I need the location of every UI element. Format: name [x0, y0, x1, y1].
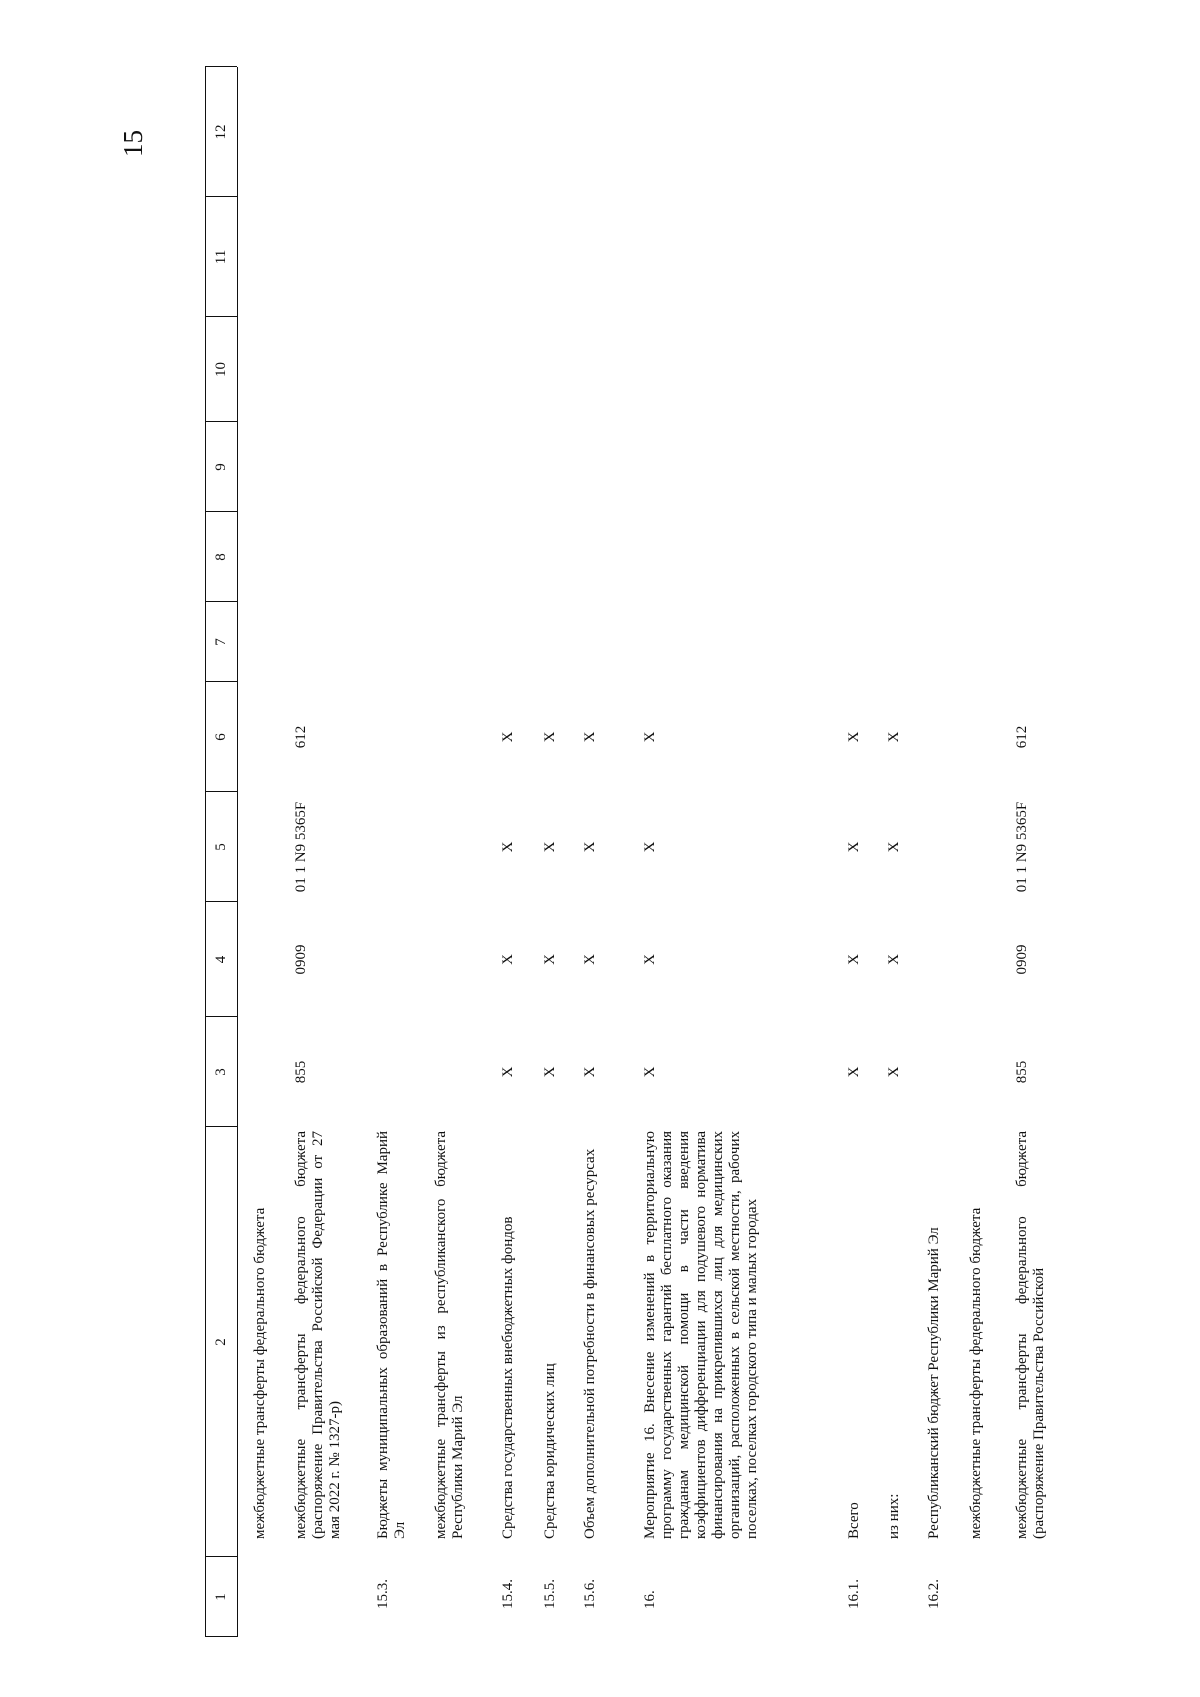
row-description: Всего — [846, 1502, 862, 1539]
cell-col4: X — [582, 954, 598, 965]
column-header: 2 — [213, 1338, 229, 1346]
cell-col6: X — [886, 731, 902, 743]
row-description: Мероприятие 16. Внесение изменений в территориальную программу государственных гарантий бесплатного оказания гражданам медицинской помощи в части введения коэффициентов дифференциации для подушевого норматива финансирования на прикрепившихся лиц для медицинских организаций, расположенных в сельской местности, рабочих поселках, поселках городского типа и малых городах — [642, 1131, 760, 1539]
row-number: 16.2. — [926, 1579, 942, 1609]
column-header: 6 — [213, 733, 229, 741]
cell-col3: X — [542, 1066, 558, 1078]
row-number: 16. — [642, 1590, 658, 1609]
cell-col5: 01 1 N9 5365F — [1014, 801, 1030, 893]
column-header: 4 — [213, 955, 229, 964]
cell-col6: X — [582, 731, 598, 743]
column-header: 7 — [213, 638, 229, 646]
row-description: межбюджетные трансферты федерального бюджета — [968, 1207, 984, 1539]
cell-col6: 612 — [293, 725, 309, 749]
cell-col6: X — [500, 731, 516, 743]
cell-col3: X — [846, 1066, 862, 1078]
cell-col5: X — [500, 841, 516, 853]
row-number: 15.6. — [582, 1579, 598, 1609]
column-divider — [205, 1016, 237, 1017]
header-bottom-border — [237, 67, 238, 1637]
row-description: Объем дополнительной потребности в финансовых ресурсах — [582, 1148, 598, 1539]
cell-col5: X — [642, 841, 658, 853]
row-description: Республиканский бюджет Республики Марий Эл — [926, 1227, 942, 1539]
column-header: 9 — [213, 463, 229, 471]
cell-col4: 0909 — [293, 944, 309, 975]
cell-col3: X — [500, 1066, 516, 1078]
column-header-row — [205, 0, 237, 1697]
column-header: 10 — [213, 362, 229, 377]
cell-col5: X — [582, 841, 598, 853]
row-description: межбюджетные трансферты из республиканского бюджета Республики Марий Эл — [433, 1131, 466, 1539]
cell-col6: X — [642, 731, 658, 743]
row-description: Средства юридических лиц — [542, 1363, 558, 1539]
column-divider — [205, 681, 237, 682]
column-header: 12 — [213, 124, 229, 140]
cell-col3: 855 — [1014, 1060, 1030, 1084]
cell-col5: X — [886, 841, 902, 853]
cell-col4: X — [846, 954, 862, 965]
cell-col4: X — [886, 954, 902, 965]
column-divider — [205, 1556, 237, 1557]
column-divider — [205, 901, 237, 902]
column-header: 1 — [213, 1593, 229, 1601]
cell-col4: X — [500, 954, 516, 965]
column-divider — [205, 1126, 237, 1127]
row-number: 15.3. — [375, 1579, 391, 1609]
column-divider — [205, 421, 237, 422]
cell-col4: X — [542, 954, 558, 965]
column-header: 11 — [213, 249, 229, 265]
cell-col4: 0909 — [1014, 944, 1030, 975]
column-header: 8 — [213, 553, 229, 561]
cell-col6: X — [846, 731, 862, 743]
cell-col5: X — [542, 841, 558, 853]
column-divider — [205, 601, 237, 602]
column-divider — [205, 1636, 237, 1637]
cell-col5: 01 1 N9 5365F — [293, 801, 309, 893]
row-number: 15.4. — [500, 1579, 516, 1609]
row-description: Средства государственных внебюджетных фондов — [500, 1216, 516, 1539]
page-number: 15 — [118, 130, 148, 157]
row-description: из них: — [886, 1493, 902, 1539]
column-divider — [205, 66, 237, 67]
row-number: 16.1. — [846, 1579, 862, 1609]
row-description: межбюджетные трансферты федерального бюджета (распоряжение Правительства Российской — [1014, 1131, 1047, 1539]
cell-col3: 855 — [293, 1060, 309, 1084]
column-divider — [205, 196, 237, 197]
cell-col3: X — [582, 1066, 598, 1078]
column-divider — [205, 316, 237, 317]
column-header: 3 — [213, 1068, 229, 1076]
cell-col6: X — [542, 731, 558, 743]
cell-col3: X — [642, 1066, 658, 1078]
cell-col4: X — [642, 954, 658, 965]
row-description: межбюджетные трансферты федерального бюджета (распоряжение Правительства Российской Федерации от 27 мая 2022 г. № 1327-р) — [293, 1131, 343, 1539]
cell-col3: X — [886, 1066, 902, 1078]
column-divider — [205, 511, 237, 512]
row-number: 15.5. — [542, 1579, 558, 1609]
column-divider — [205, 791, 237, 792]
cell-col5: X — [846, 841, 862, 853]
column-header: 5 — [213, 843, 229, 851]
cell-col6: 612 — [1014, 725, 1030, 749]
row-description: Бюджеты муниципальных образований в Республике Марий Эл — [375, 1131, 408, 1539]
row-description: межбюджетные трансферты федерального бюджета — [252, 1207, 268, 1539]
